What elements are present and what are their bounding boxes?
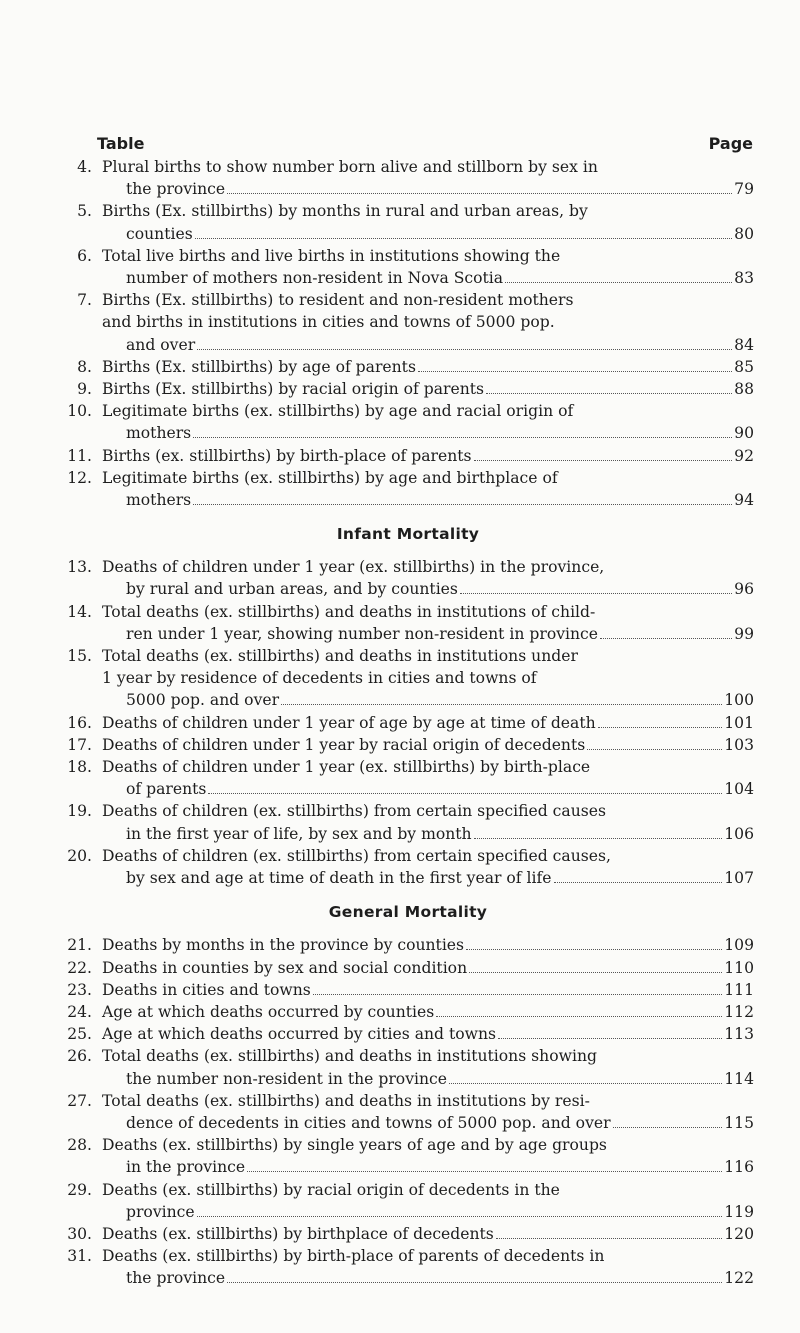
table-number: 19.: [67, 802, 92, 821]
page-number: 114: [724, 1069, 754, 1088]
page-number: 90: [734, 424, 754, 443]
toc-entry: [62, 934, 754, 956]
toc-entry: [62, 400, 754, 444]
entry-title-line: Deaths (ex. stillbirths) by birthplace of decedents: [102, 1224, 494, 1243]
entry-title-line: Deaths of children (ex. stillbirths) from certain specified causes: [102, 802, 606, 821]
toc-entry: [62, 1223, 754, 1245]
entry-title-line: Legitimate births (ex. stillbirths) by age and birthplace of: [102, 468, 558, 487]
entry-title-line: Total deaths (ex. stillbirths) and deaths in institutions under: [102, 647, 578, 666]
entry-title-line: Births (Ex. stillbirths) by age of parents: [102, 357, 416, 376]
dot-leader: [449, 1083, 722, 1084]
page-number: 79: [734, 180, 754, 199]
page-number: 112: [724, 1002, 754, 1021]
table-number: 27.: [67, 1091, 92, 1110]
toc-entry: [62, 957, 754, 979]
entry-title-line: mothers: [126, 424, 192, 443]
dot-leader: [613, 1127, 723, 1128]
entry-title-line: Deaths of children under 1 year (ex. stillbirths) in the province,: [102, 558, 605, 577]
table-number: 4.: [77, 158, 92, 176]
page-number: 88: [734, 380, 754, 399]
entry-title-line: Total deaths (ex. stillbirths) and deaths in institutions showing: [102, 1047, 597, 1066]
toc-entry: [62, 289, 754, 356]
entry-title-line: Legitimate births (ex. stillbirths) by age and racial origin of: [102, 402, 574, 421]
dot-leader: [498, 1038, 722, 1039]
dot-leader: [469, 972, 722, 973]
table-number: 8.: [77, 357, 92, 376]
entry-title-line: Plural births to show number born alive and stillborn by sex in: [102, 158, 598, 176]
table-of-contents: [62, 156, 754, 1290]
entry-title-line: Deaths of children (ex. stillbirths) from certain specified causes,: [102, 846, 611, 865]
table-number: 16.: [67, 713, 92, 732]
entry-title-line: province: [126, 1202, 195, 1221]
page-number: 84: [734, 335, 754, 354]
entry-title-line: by sex and age at time of death in the first year of life: [126, 869, 552, 888]
entry-title-line: Births (ex. stillbirths) by birth-place of parents: [102, 446, 472, 465]
toc-entry: [62, 1045, 754, 1089]
entry-title-line: Deaths (ex. stillbirths) by racial origin of decedents in the: [102, 1180, 560, 1199]
toc-entry: [62, 712, 754, 734]
toc-entry: [62, 734, 754, 756]
entry-title-line: Deaths (ex. stillbirths) by birth-place of parents of decedents in: [102, 1247, 605, 1266]
table-number: 23.: [67, 980, 92, 999]
table-number: 25.: [67, 1025, 92, 1044]
dot-leader: [197, 1216, 723, 1217]
table-number: 30.: [67, 1224, 92, 1243]
toc-entry: [62, 1001, 754, 1023]
entry-title-line: and over: [126, 335, 196, 354]
toc-entry: [62, 1179, 754, 1223]
toc-entry: [62, 1134, 754, 1178]
toc-entry: [62, 1245, 754, 1289]
entry-title-line: Deaths (ex. stillbirths) by single years of age and by age groups: [102, 1136, 607, 1155]
page-number: 110: [724, 958, 754, 977]
entry-title-line: Births (Ex. stillbirths) by months in rural and urban areas, by: [102, 202, 588, 221]
dot-leader: [600, 638, 732, 639]
entry-title-line: number of mothers non-resident in Nova Scotia: [126, 269, 504, 288]
dot-leader: [587, 749, 722, 750]
dot-leader: [598, 727, 723, 728]
table-number: 21.: [67, 936, 92, 955]
entry-title-line: dence of decedents in cities and towns of 5000 pop. and over: [126, 1113, 611, 1132]
table-column-label: Table: [97, 134, 145, 153]
entry-title-line: 1 year by residence of decedents in cities and towns of: [102, 669, 537, 688]
page-number: 109: [724, 936, 754, 955]
table-number: 24.: [67, 1002, 92, 1021]
entry-title-line: Deaths of children under 1 year (ex. stillbirths) by birth-place: [102, 758, 591, 777]
toc-entry: [62, 378, 754, 400]
entry-title-line: the province: [126, 180, 226, 199]
entry-title-line: in the first year of life, by sex and by month: [126, 824, 472, 843]
dot-leader: [195, 238, 732, 239]
dot-leader: [247, 1171, 722, 1172]
dot-leader: [505, 282, 732, 283]
page-number: 116: [724, 1158, 754, 1177]
table-number: 11.: [67, 446, 92, 465]
page-number: 80: [734, 224, 754, 243]
entry-title-line: mothers: [126, 491, 192, 510]
table-number: 18.: [67, 758, 92, 777]
table-number: 26.: [67, 1047, 92, 1066]
dot-leader: [474, 460, 733, 461]
page-number: 85: [734, 357, 754, 376]
table-number: 17.: [67, 735, 92, 754]
dot-leader: [554, 882, 723, 883]
entry-title-line: Deaths by months in the province by counties: [102, 936, 465, 955]
page-number: 119: [724, 1202, 754, 1221]
entry-title-line: Deaths in cities and towns: [102, 980, 311, 999]
dot-leader: [436, 1016, 722, 1017]
page-number: 115: [724, 1113, 754, 1132]
toc-entry: [62, 645, 754, 712]
toc-entry: [62, 756, 754, 800]
page-number: 113: [724, 1025, 754, 1044]
entry-title-line: by rural and urban areas, and by counties: [126, 580, 458, 599]
table-number: 7.: [77, 291, 92, 310]
entry-title-line: the number non-resident in the province: [126, 1069, 447, 1088]
entry-title-line: in the province: [126, 1158, 246, 1177]
entry-title-line: the province: [126, 1269, 226, 1288]
page-number: 94: [734, 491, 754, 510]
dot-leader: [460, 593, 732, 594]
page-number: 103: [724, 735, 754, 754]
column-header: [97, 134, 753, 153]
toc-entry: [62, 845, 754, 889]
toc-entry: [62, 467, 754, 511]
dot-leader: [486, 393, 732, 394]
dot-leader: [193, 437, 732, 438]
entry-title-line: Deaths of children under 1 year of age by age at time of death: [102, 713, 596, 732]
dot-leader: [313, 994, 722, 995]
entry-title-line: counties: [126, 224, 193, 243]
toc-entry: [62, 200, 754, 244]
page-number: 122: [724, 1269, 754, 1288]
table-number: 22.: [67, 958, 92, 977]
entry-title-line: Deaths of children under 1 year by racial origin of decedents: [102, 735, 586, 754]
toc-entry: [62, 601, 754, 645]
entry-title-line: Births (Ex. stillbirths) by racial origin of parents: [102, 380, 485, 399]
page-number: 106: [724, 824, 754, 843]
section-title: Infant Mortality: [336, 525, 480, 544]
table-number: 14.: [67, 602, 92, 621]
dot-leader: [474, 838, 723, 839]
entry-title-line: 5000 pop. and over: [126, 691, 280, 710]
page-number: 92: [734, 446, 754, 465]
table-number: 15.: [67, 647, 92, 666]
page-number: 83: [734, 269, 754, 288]
dot-leader: [418, 371, 732, 372]
dot-leader: [466, 949, 722, 950]
page-number: 104: [724, 780, 754, 799]
page-number: 99: [734, 624, 754, 643]
entry-title-line: Total deaths (ex. stillbirths) and deaths in institutions of child-: [102, 602, 596, 621]
table-number: 20.: [67, 846, 92, 865]
toc-entry: [62, 245, 754, 289]
toc-entry: [62, 979, 754, 1001]
entry-title-line: and births in institutions in cities and towns of 5000 pop.: [102, 313, 555, 332]
dot-leader: [208, 793, 722, 794]
toc-entry: [62, 800, 754, 844]
toc-entry: [62, 1090, 754, 1134]
table-number: 5.: [77, 202, 92, 221]
table-number: 31.: [67, 1247, 92, 1266]
table-number: 12.: [67, 468, 92, 487]
page-number: 100: [724, 691, 754, 710]
dot-leader: [227, 1282, 722, 1283]
toc-entry: [62, 1023, 754, 1045]
entry-title-line: Total live births and live births in institutions showing the: [102, 246, 561, 265]
entry-title-line: Deaths in counties by sex and social condition: [102, 958, 468, 977]
page-number: 107: [724, 869, 754, 888]
toc-entry: [62, 556, 754, 600]
entry-title-line: Age at which deaths occurred by cities and towns: [102, 1025, 497, 1044]
section-title: General Mortality: [328, 903, 488, 922]
entry-title-line: ren under 1 year, showing number non-resident in province: [126, 624, 599, 643]
dot-leader: [193, 504, 732, 505]
page-number: 111: [724, 980, 754, 999]
table-number: 10.: [67, 402, 92, 421]
dot-leader: [227, 193, 732, 194]
entry-title-line: Age at which deaths occurred by counties: [102, 1002, 435, 1021]
dot-leader: [281, 704, 722, 705]
toc-entry: [62, 356, 754, 378]
dot-leader: [496, 1238, 722, 1239]
entry-title-line: Total deaths (ex. stillbirths) and deaths in institutions by resi-: [102, 1091, 590, 1110]
table-number: 13.: [67, 558, 92, 577]
page-number: 120: [724, 1224, 754, 1243]
page-column-label: Page: [708, 134, 753, 153]
page-number: 101: [724, 713, 754, 732]
toc-entry: [62, 445, 754, 467]
dot-leader: [197, 349, 732, 350]
table-number: 6.: [77, 246, 92, 265]
entry-title-line: Births (Ex. stillbirths) to resident and non-resident mothers: [102, 291, 574, 310]
toc-entry: [62, 156, 754, 200]
table-number: 29.: [67, 1180, 92, 1199]
table-number: 28.: [67, 1136, 92, 1155]
table-number: 9.: [77, 380, 92, 399]
page-number: 96: [734, 580, 754, 599]
entry-title-line: of parents: [126, 780, 207, 799]
